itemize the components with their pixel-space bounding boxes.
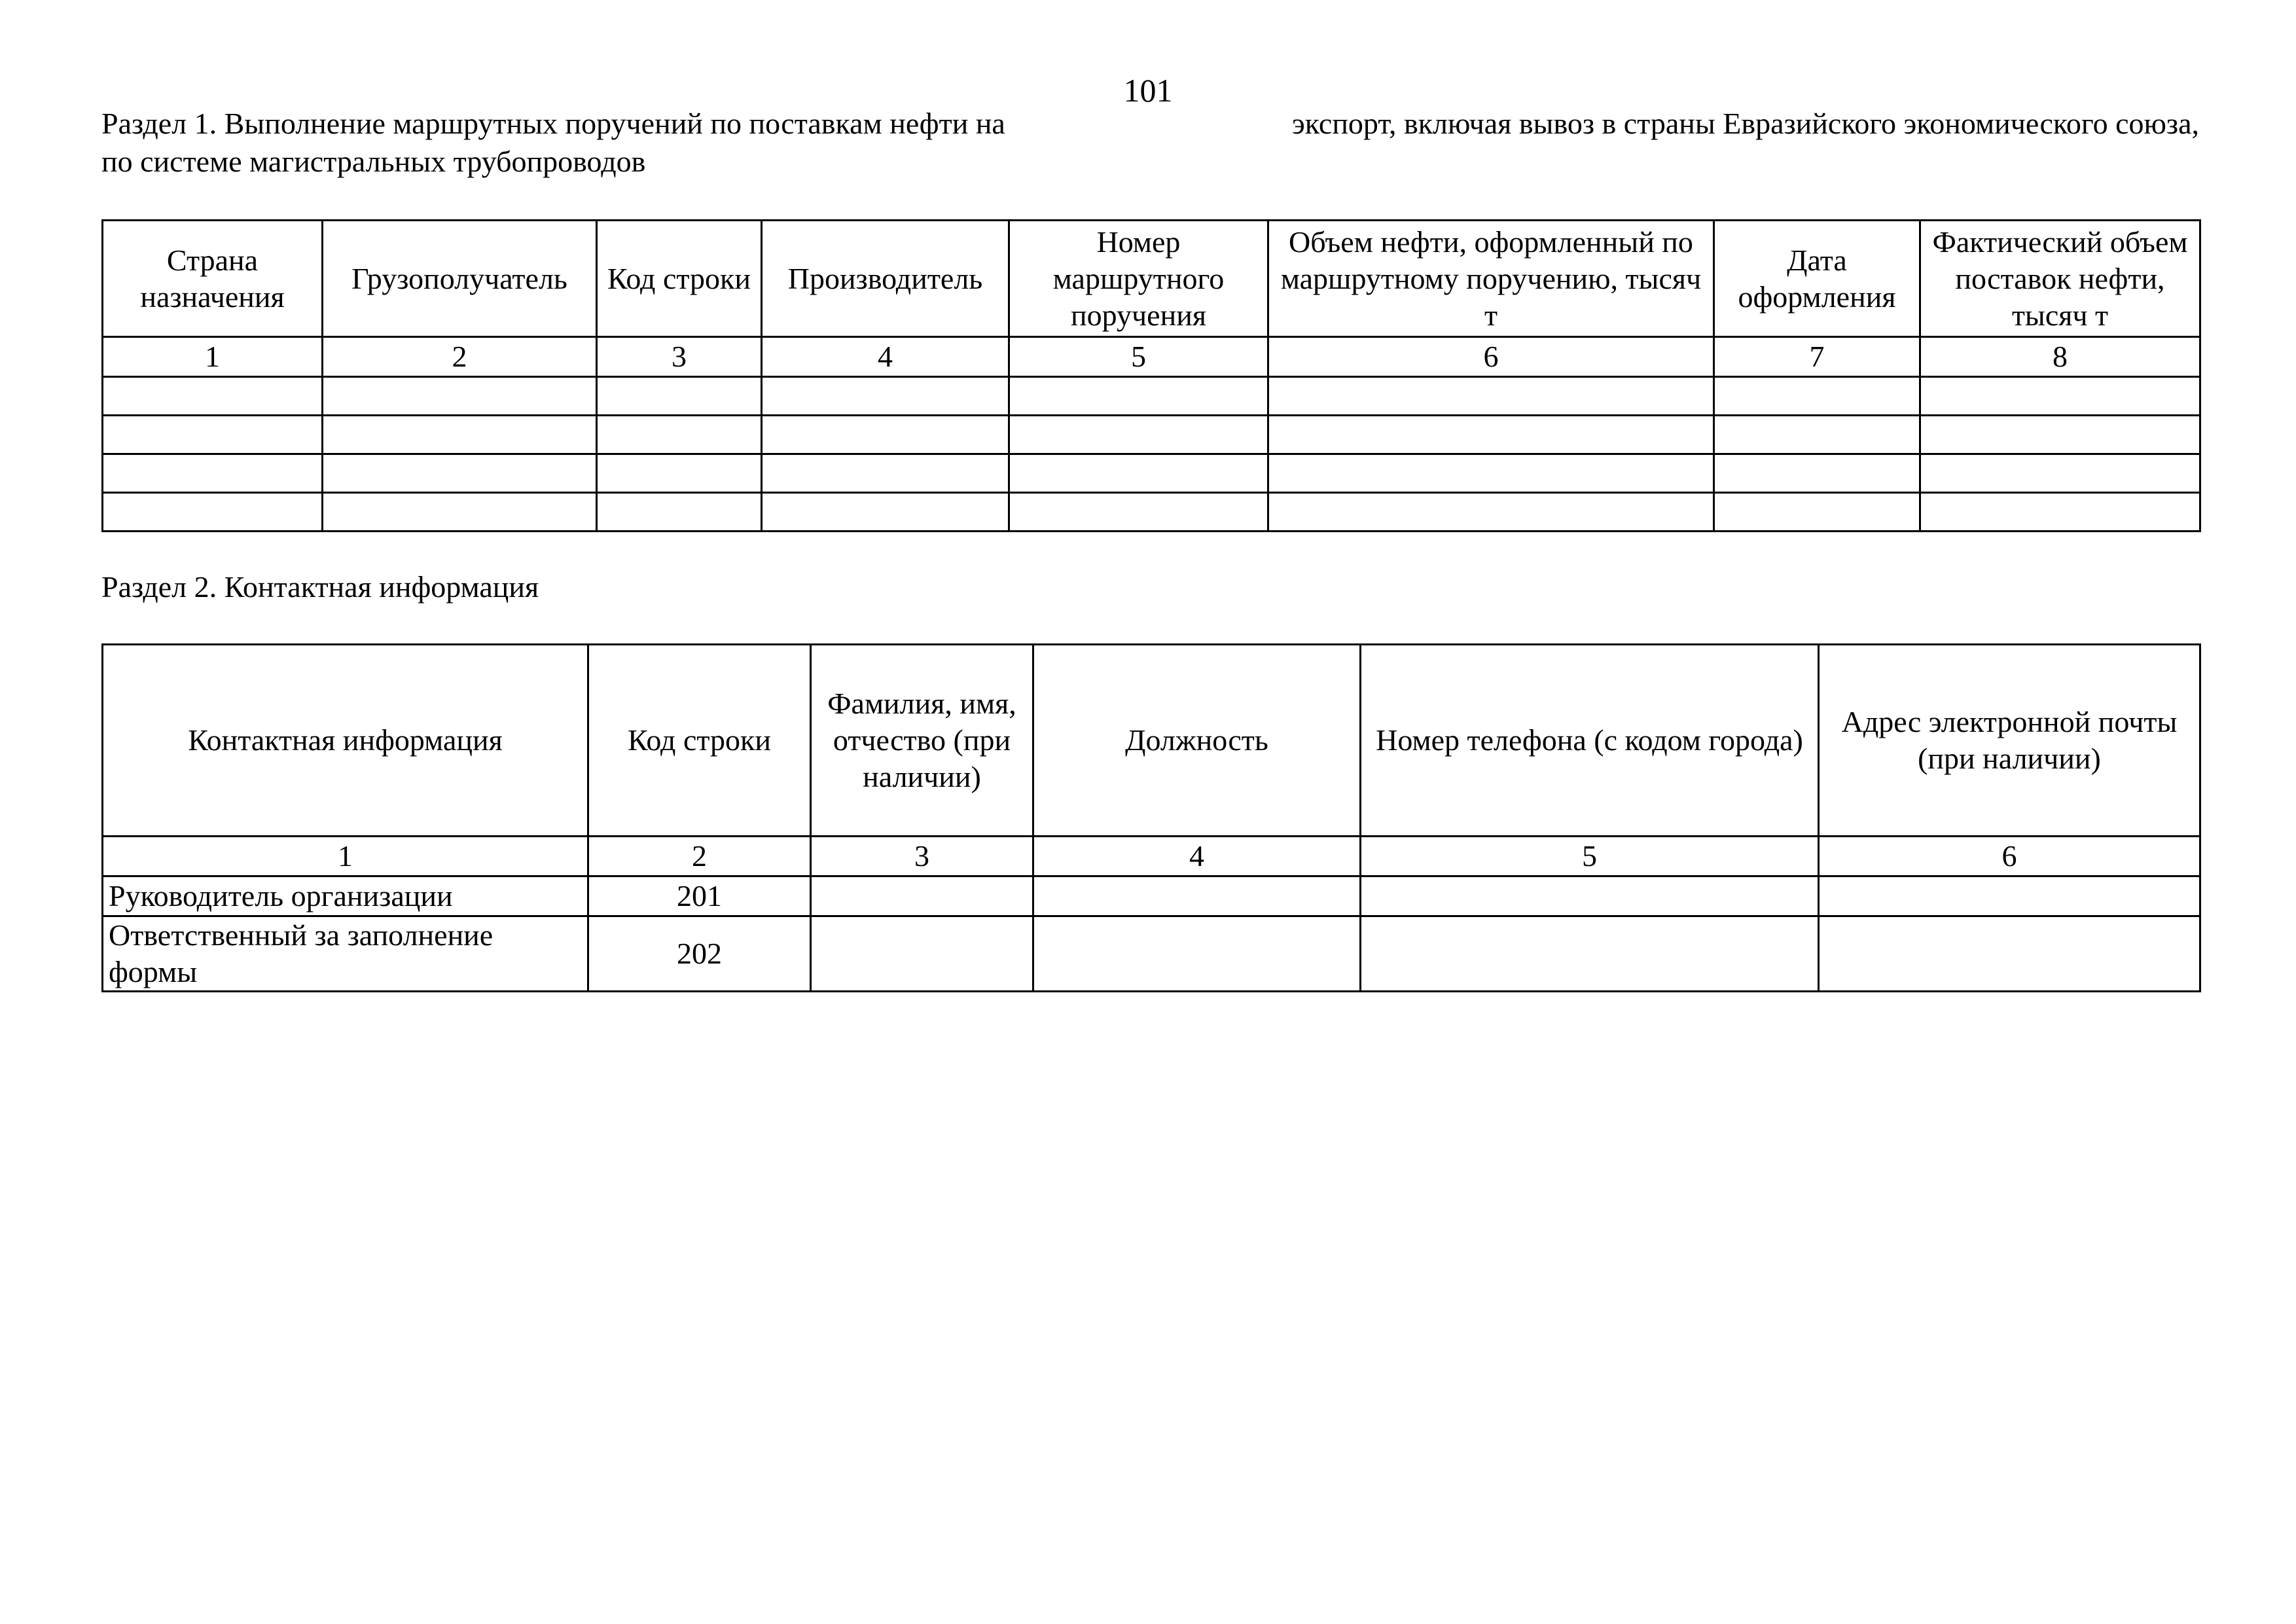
empty-cell <box>597 416 762 454</box>
empty-cell <box>1361 876 1819 916</box>
header-full-name: Фамилия, имя, отчество (при наличии) <box>811 645 1033 837</box>
empty-cell <box>1714 416 1920 454</box>
row-label: Руководитель организации <box>103 876 588 916</box>
header-route-order-number: Номер маршрутного поручения <box>1009 221 1268 337</box>
column-number: 4 <box>1033 837 1361 876</box>
column-number: 8 <box>1920 337 2200 377</box>
empty-cell <box>1009 493 1268 532</box>
column-number: 3 <box>811 837 1033 876</box>
row-code: 202 <box>588 916 811 992</box>
section1-header-row <box>103 221 2200 337</box>
table-row <box>103 416 2200 454</box>
section1-title <box>101 105 2199 181</box>
section1-title-line2: по системе магистральных трубопроводов <box>101 145 646 178</box>
empty-cell <box>1714 377 1920 416</box>
empty-cell <box>597 377 762 416</box>
header-line-code: Код строки <box>597 221 762 337</box>
table-row <box>103 493 2200 532</box>
empty-cell <box>103 454 323 493</box>
table-row <box>103 916 2200 992</box>
empty-cell <box>1920 493 2200 532</box>
header-contact-info: Контактная информация <box>103 645 588 837</box>
empty-cell <box>103 416 323 454</box>
section2-column-number-row <box>103 837 2200 876</box>
header-issue-date: Дата оформления <box>1714 221 1920 337</box>
section1-column-number-row <box>103 337 2200 377</box>
empty-cell <box>1714 454 1920 493</box>
empty-cell <box>762 377 1009 416</box>
column-number: 3 <box>597 337 762 377</box>
empty-cell <box>1920 377 2200 416</box>
section2-table <box>101 643 2201 992</box>
empty-cell <box>1009 416 1268 454</box>
table-row <box>103 876 2200 916</box>
empty-cell <box>1819 916 2200 992</box>
section1-title-part1: Раздел 1. Выполнение маршрутных поручений по поставкам нефти на <box>101 107 1005 140</box>
table-row <box>103 377 2200 416</box>
empty-cell <box>1033 876 1361 916</box>
column-number: 2 <box>323 337 597 377</box>
header-destination-country: Страна назначения <box>103 221 323 337</box>
column-number: 2 <box>588 837 811 876</box>
header-line-code: Код строки <box>588 645 811 837</box>
empty-cell <box>1009 377 1268 416</box>
header-phone: Номер телефона (с кодом города) <box>1361 645 1819 837</box>
empty-cell <box>323 454 597 493</box>
empty-cell <box>1920 416 2200 454</box>
column-number: 4 <box>762 337 1009 377</box>
empty-cell <box>1268 454 1714 493</box>
column-number: 5 <box>1009 337 1268 377</box>
empty-cell <box>762 454 1009 493</box>
empty-cell <box>811 916 1033 992</box>
section1-title-part2: экспорт, включая вывоз в страны Евразийского экономического союза, <box>1291 107 2199 140</box>
column-number: 1 <box>103 337 323 377</box>
empty-cell <box>1033 916 1361 992</box>
header-consignee: Грузополучатель <box>323 221 597 337</box>
empty-cell <box>103 493 323 532</box>
empty-cell <box>323 493 597 532</box>
empty-cell <box>1268 377 1714 416</box>
empty-cell <box>103 377 323 416</box>
column-number: 6 <box>1268 337 1714 377</box>
header-oil-volume-ordered: Объем нефти, оформленный по маршрутному поручению, тысяч т <box>1268 221 1714 337</box>
empty-cell <box>762 416 1009 454</box>
empty-cell <box>323 416 597 454</box>
header-producer: Производитель <box>762 221 1009 337</box>
empty-cell <box>811 876 1033 916</box>
section1-table <box>101 219 2201 532</box>
page-number: 101 <box>1123 72 1173 109</box>
row-label: Ответственный за заполнение формы <box>103 916 588 992</box>
empty-cell <box>1920 454 2200 493</box>
column-number: 7 <box>1714 337 1920 377</box>
empty-cell <box>1361 916 1819 992</box>
row-code: 201 <box>588 876 811 916</box>
empty-cell <box>1268 416 1714 454</box>
empty-cell <box>323 377 597 416</box>
table-row <box>103 454 2200 493</box>
header-email: Адрес электронной почты (при наличии) <box>1819 645 2200 837</box>
section2-header-row <box>103 645 2200 837</box>
column-number: 1 <box>103 837 588 876</box>
empty-cell <box>1714 493 1920 532</box>
empty-cell <box>597 454 762 493</box>
header-actual-volume: Фактический объем поставок нефти, тысяч т <box>1920 221 2200 337</box>
empty-cell <box>1268 493 1714 532</box>
column-number: 6 <box>1819 837 2200 876</box>
column-number: 5 <box>1361 837 1819 876</box>
empty-cell <box>597 493 762 532</box>
header-position: Должность <box>1033 645 1361 837</box>
section2-title: Раздел 2. Контактная информация <box>101 570 539 604</box>
empty-cell <box>762 493 1009 532</box>
empty-cell <box>1009 454 1268 493</box>
empty-cell <box>1819 876 2200 916</box>
